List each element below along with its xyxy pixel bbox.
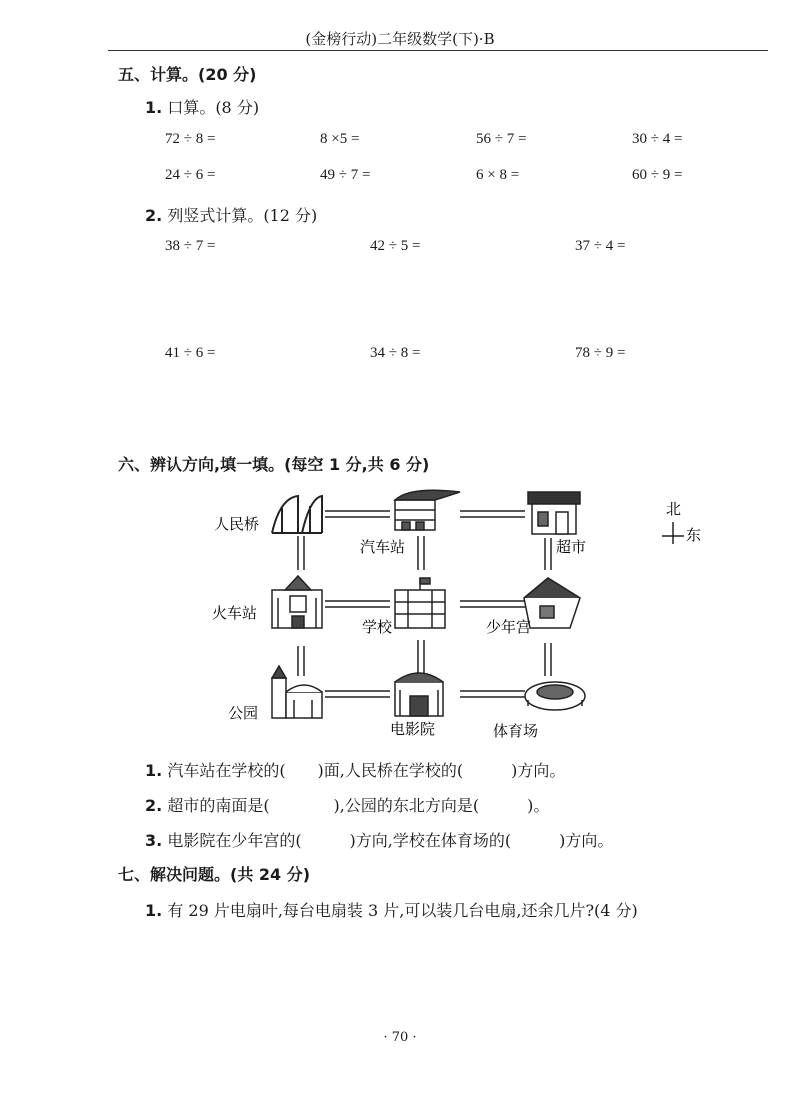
section7-question-1 [145, 898, 638, 921]
oral-calc-expr: 72 ÷ 8 = [165, 131, 216, 147]
section5-part1-number: 1. [145, 98, 163, 117]
vertical-calc-expr: 34 ÷ 8 = [370, 345, 421, 361]
header-rule [108, 50, 768, 51]
train-station-icon [272, 576, 322, 628]
question-number: 3. [145, 831, 163, 850]
label-school: 学校 [362, 618, 393, 636]
school-icon [395, 578, 445, 628]
section5-part1-title: 口算。(8 分) [167, 98, 260, 117]
question-text: 汽车站在学校的( )面,人民桥在学校的( )方向。 [167, 761, 566, 780]
question-number: 1. [145, 901, 163, 920]
question-number: 2. [145, 796, 163, 815]
oral-calc-expr: 6 × 8 = [476, 167, 520, 183]
label-bridge: 人民桥 [214, 515, 260, 533]
direction-map [210, 478, 730, 748]
section5-part2-number: 2. [145, 206, 163, 225]
section5-part2-title: 列竖式计算。(12 分) [167, 206, 318, 225]
question-number: 1. [145, 761, 163, 780]
oral-calc-expr: 30 ÷ 4 = [632, 131, 683, 147]
oral-calc-expr: 56 ÷ 7 = [476, 131, 527, 147]
label-supermarket: 超市 [556, 538, 587, 556]
section5-title: 五、计算。(20 分) [118, 65, 257, 84]
question-text: 有 29 片电扇叶,每台电扇装 3 片,可以装几台电扇,还余几片?(4 分) [167, 901, 638, 920]
label-bus-station: 汽车站 [360, 538, 406, 556]
label-park: 公园 [228, 704, 259, 722]
section5-part1-heading [145, 95, 259, 118]
stadium-icon [525, 682, 585, 710]
label-train-station: 火车站 [212, 604, 258, 622]
bus-station-icon [395, 490, 460, 530]
cinema-icon [395, 673, 443, 716]
vertical-calc-expr: 38 ÷ 7 = [165, 238, 216, 254]
label-stadium: 体育场 [493, 722, 539, 740]
bridge-icon [272, 496, 322, 533]
vertical-calc-expr: 78 ÷ 9 = [575, 345, 626, 361]
vertical-calc-expr: 41 ÷ 6 = [165, 345, 216, 361]
compass-icon [662, 522, 684, 544]
compass-north: 北 [666, 500, 682, 518]
page-number: · 70 · [383, 1030, 417, 1045]
page-header-title: (金榜行动)二年级数学(下)·B [305, 30, 495, 48]
label-cinema: 电影院 [390, 720, 436, 738]
section6-question-1 [145, 758, 565, 781]
question-text: 电影院在少年宫的( )方向,学校在体育场的( )方向。 [167, 831, 614, 850]
youth-palace-icon [524, 578, 580, 628]
oral-calc-expr: 8 ×5 = [320, 131, 360, 147]
section6-question-3 [145, 828, 613, 851]
oral-calc-expr: 24 ÷ 6 = [165, 167, 216, 183]
compass-east: 东 [686, 526, 702, 544]
park-icon [272, 666, 322, 718]
section7-title: 七、解决问题。(共 24 分) [118, 865, 311, 884]
label-youth-palace: 少年宫 [486, 618, 532, 636]
vertical-calc-expr: 42 ÷ 5 = [370, 238, 421, 254]
vertical-calc-expr: 37 ÷ 4 = [575, 238, 626, 254]
supermarket-icon [528, 492, 580, 534]
oral-calc-expr: 60 ÷ 9 = [632, 167, 683, 183]
section5-part2-heading [145, 203, 317, 226]
oral-calc-expr: 49 ÷ 7 = [320, 167, 371, 183]
question-text: 超市的南面是( ),公园的东北方向是( )。 [167, 796, 550, 815]
section6-question-2 [145, 793, 549, 816]
section6-title: 六、辨认方向,填一填。(每空 1 分,共 6 分) [118, 455, 430, 474]
